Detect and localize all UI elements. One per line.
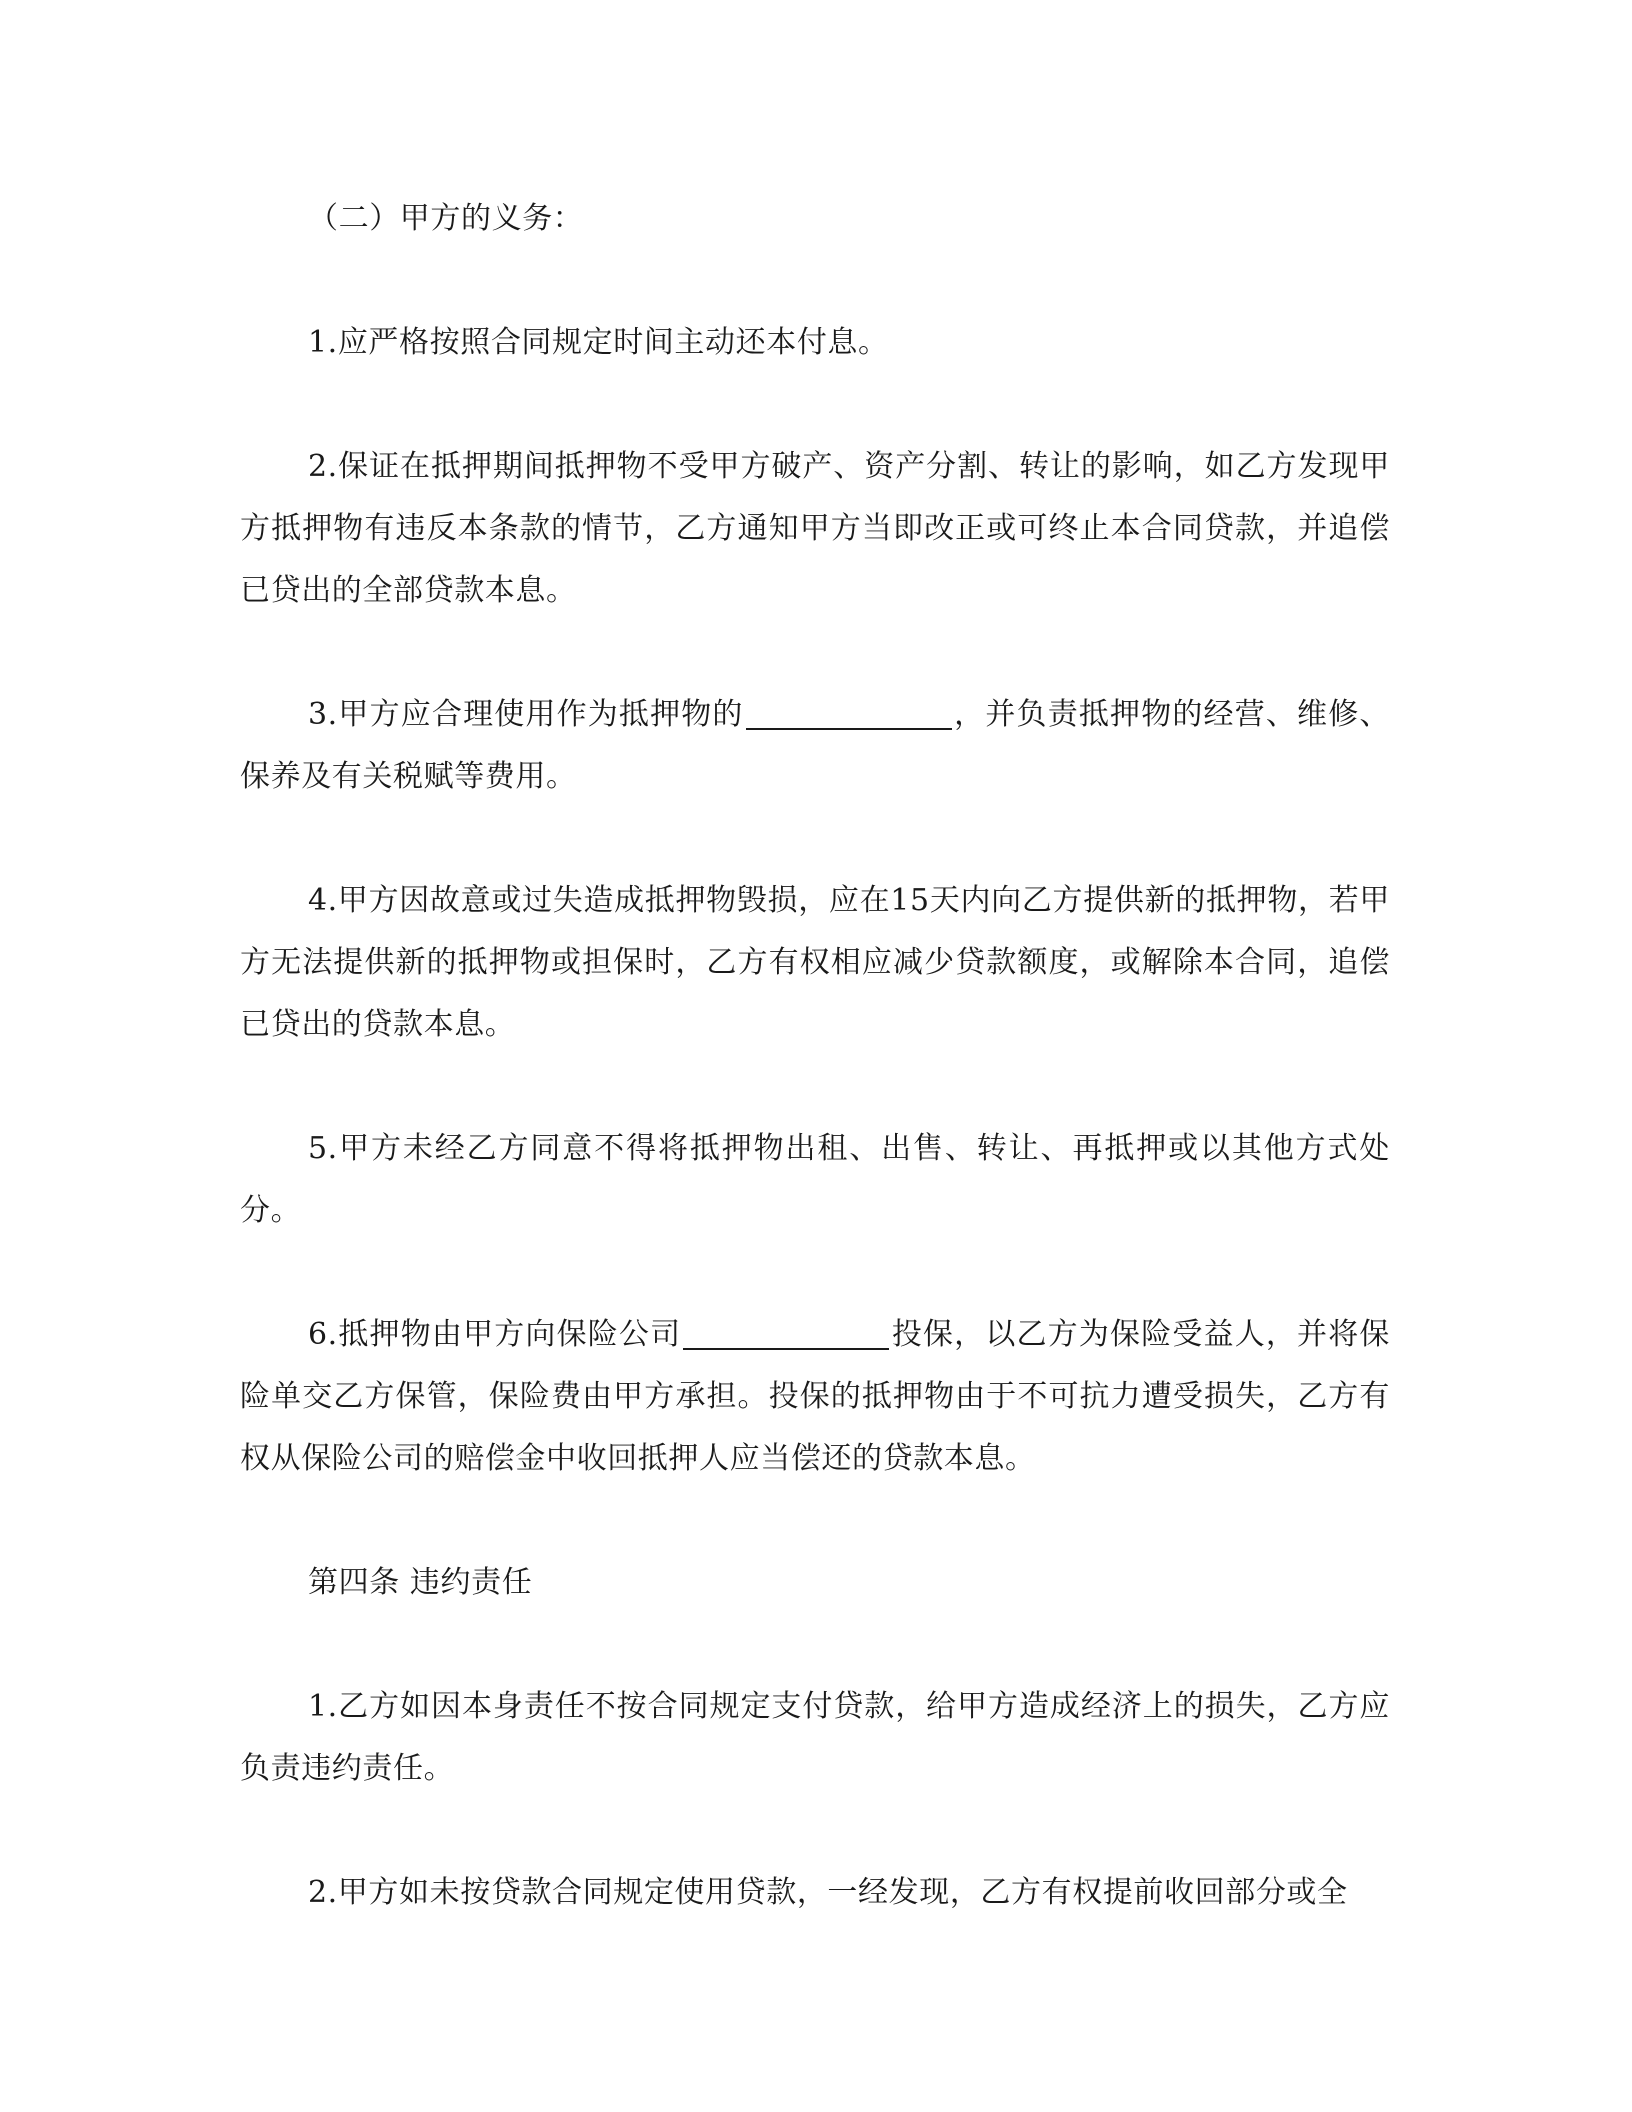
article-heading: 第四条 违约责任 <box>308 1565 533 1600</box>
paragraph-gap <box>240 808 1390 870</box>
clause-paragraph <box>240 684 1390 808</box>
paragraph-gap <box>240 1242 1390 1304</box>
document-body <box>240 188 1390 1924</box>
paragraph-gap <box>240 622 1390 684</box>
clause-text: 6.抵押物由甲方向保险公司 <box>308 1317 682 1352</box>
paragraph-gap <box>240 1056 1390 1118</box>
clause-paragraph: 1.应严格按照合同规定时间主动还本付息。 <box>308 325 889 360</box>
paragraph-gap <box>240 1614 1390 1676</box>
clause-text: 投保，以乙方为保险受益人，并将保险单交乙方保管，保险费由甲方承担。投保的抵押物由于不可抗力遭受损失，乙方有权从保险公司的赔偿金中收回抵押人应当偿还的贷款本息。 <box>240 1317 1390 1476</box>
clause-paragraph <box>240 1304 1390 1490</box>
paragraph-gap <box>240 250 1390 312</box>
clause-text: 3.甲方应合理使用作为抵押物的 <box>308 697 744 732</box>
section-heading: （二）甲方的义务： <box>308 201 584 236</box>
paragraph-gap <box>240 1800 1390 1862</box>
fill-in-blank <box>683 1314 889 1350</box>
clause-paragraph: 5.甲方未经乙方同意不得将抵押物出租、出售、转让、再抵押或以其他方式处分。 <box>240 1131 1390 1228</box>
clause-paragraph: 4.甲方因故意或过失造成抵押物毁损，应在15天内向乙方提供新的抵押物，若甲方无法提供新的抵押物或担保时，乙方有权相应减少贷款额度，或解除本合同，追偿已贷出的贷款本息。 <box>240 883 1390 1042</box>
fill-in-blank <box>746 694 952 730</box>
clause-paragraph: 2.保证在抵押期间抵押物不受甲方破产、资产分割、转让的影响，如乙方发现甲方抵押物有违反本条款的情节，乙方通知甲方当即改正或可终止本合同贷款，并追偿已贷出的全部贷款本息。 <box>240 449 1390 608</box>
clause-paragraph: 2.甲方如未按贷款合同规定使用贷款，一经发现，乙方有权提前收回部分或全 <box>308 1875 1348 1910</box>
clause-paragraph: 1.乙方如因本身责任不按合同规定支付贷款，给甲方造成经济上的损失，乙方应负责违约责任。 <box>240 1689 1390 1786</box>
paragraph-gap <box>240 1490 1390 1552</box>
paragraph-gap <box>240 374 1390 436</box>
clause-text: ，并负责抵押物的经营、维修、保养及有关税赋等费用。 <box>240 697 1390 794</box>
